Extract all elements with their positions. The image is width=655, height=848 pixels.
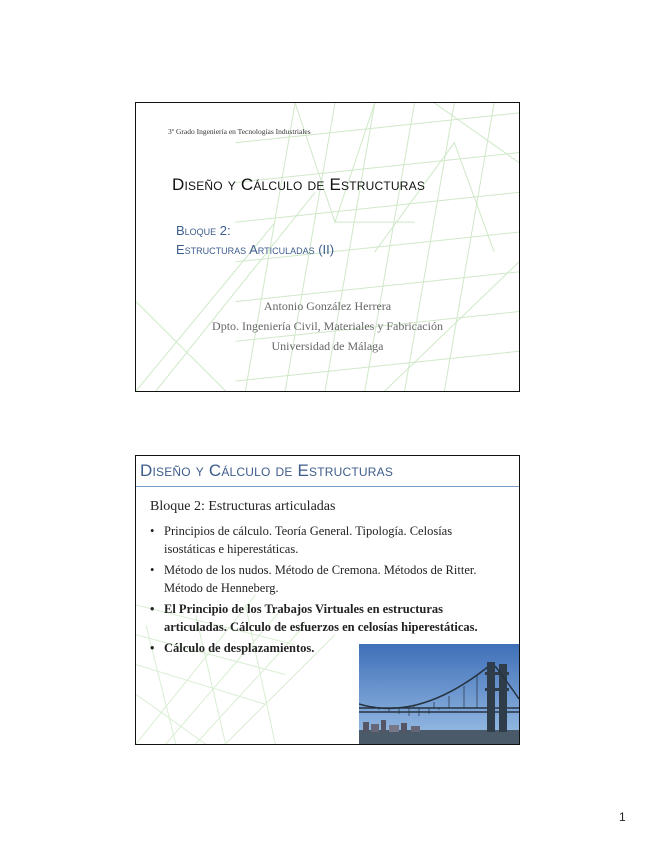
slide-title: Diseño y Cálculo de Estructuras (140, 461, 394, 480)
list-item: • Cálculo de desplazamientos. (150, 639, 500, 657)
degree-program: 3º Grado Ingeniería en Tecnologías Industriales (168, 127, 311, 136)
block-line-2: Estructuras Articuladas (II) (176, 242, 335, 257)
slide-subtitle: Bloque 2: Estructuras articuladas (150, 499, 336, 514)
list-item: • Principios de cálculo. Teoría General. Tipología. Celosías isostáticas e hiperestáticas. (150, 522, 500, 558)
block-line-1: Bloque 2: (176, 223, 231, 238)
list-item: • Método de los nudos. Método de Cremona. Métodos de Ritter. Método de Henneberg. (150, 561, 500, 597)
title-slide (135, 102, 520, 392)
list-item: • El Principio de los Trabajos Virtuales en estructuras articuladas. Cálculo de esfuerzos en celosías hiperestáticas. (150, 600, 500, 636)
university-name: Universidad de Málaga (271, 339, 384, 353)
course-title: Diseño y Cálculo de Estructuras (172, 175, 426, 194)
topic-list (150, 522, 500, 660)
author-info (136, 296, 519, 356)
author-name: Antonio González Herrera (263, 299, 392, 313)
page-number: 1 (619, 810, 626, 824)
bridge-photo (359, 644, 519, 744)
content-slide (135, 455, 520, 745)
department-name: Dpto. Ingeniería Civil, Materiales y Fabricación (212, 319, 443, 333)
block-heading (176, 221, 334, 259)
title-divider (136, 486, 519, 487)
